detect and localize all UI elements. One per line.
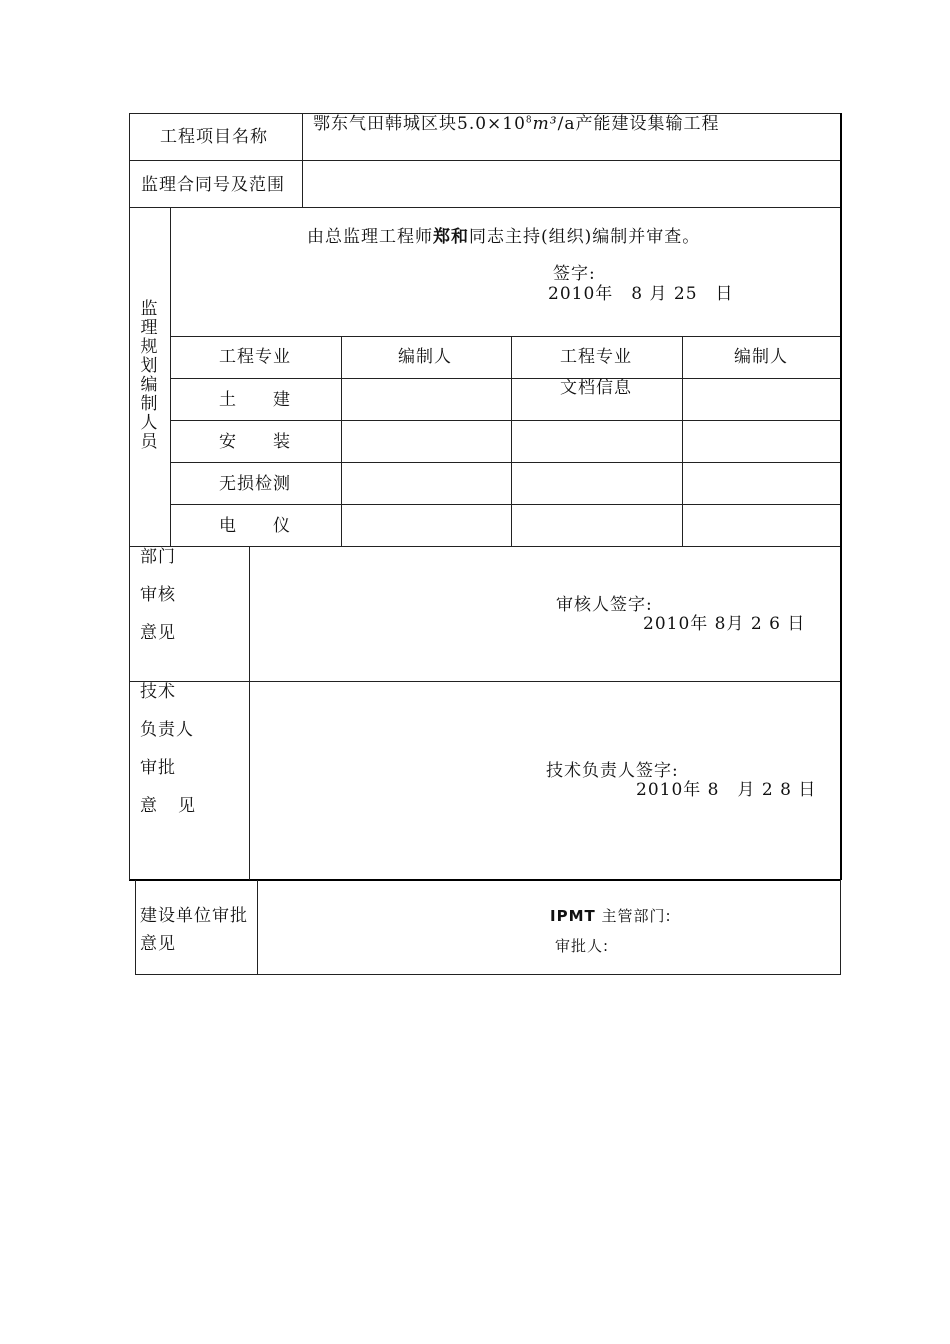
table-left-border (135, 880, 136, 975)
row-major-ndt: 无损检测 (219, 474, 291, 494)
dept-review-label-2: 审核 (140, 585, 176, 605)
row-major-civil: 土 建 (219, 390, 291, 410)
row-divider (129, 160, 841, 161)
table-right-border (840, 113, 842, 880)
planning-sign-label: 签字: (553, 264, 596, 284)
row-divider (171, 420, 841, 421)
contract-label: 监理合同号及范围 (141, 175, 285, 195)
dept-review-date: 2010年 8月 2 6 日 (643, 614, 806, 634)
row-divider (171, 462, 841, 463)
dept-review-label-1: 部门 (140, 547, 176, 567)
col-divider (257, 880, 258, 975)
dept-review-sign-label: 审核人签字: (556, 595, 653, 615)
tech-approval-label-2: 负责人 (140, 720, 194, 740)
col-divider (682, 336, 683, 546)
col-divider (249, 546, 250, 880)
row-divider (171, 336, 841, 337)
col-divider (341, 336, 342, 546)
tech-approval-label-3: 审批 (140, 758, 176, 778)
header-person-2: 编制人 (734, 347, 788, 367)
header-major-2: 工程专业 (560, 347, 632, 367)
header-person-1: 编制人 (398, 347, 452, 367)
row-major-install: 安 装 (219, 432, 291, 452)
planning-section-label: 监理规划编制人员 (140, 299, 158, 452)
owner-approval-label-2: 意见 (140, 934, 176, 954)
owner-approval-dept: IPMT 主管部门: (550, 907, 672, 925)
row-major-electrical: 电 仪 (219, 516, 291, 536)
tech-approval-label-1: 技术 (140, 682, 176, 702)
table-right-border (840, 880, 841, 975)
row-divider (129, 207, 841, 208)
planning-statement: 由总监理工程师郑和同志主持(组织)编制并审查。 (307, 227, 701, 247)
col-divider (302, 113, 303, 207)
row-divider (171, 378, 841, 379)
row-divider (171, 504, 841, 505)
tech-approval-date: 2010年 8 月 2 8 日 (636, 780, 817, 800)
table-bottom-border (129, 879, 841, 881)
planning-date: 2010年 8 月 25 日 (548, 284, 734, 304)
owner-approval-approver: 审批人: (555, 937, 610, 955)
owner-approval-label-1: 建设单位审批 (140, 906, 248, 926)
col-divider (511, 336, 512, 546)
chief-supervisor-name: 郑和 (433, 227, 469, 247)
dept-review-label-3: 意见 (140, 623, 176, 643)
header-major-1: 工程专业 (219, 347, 291, 367)
table-left-border (129, 113, 130, 880)
tech-approval-sign-label: 技术负责人签字: (546, 761, 679, 781)
tech-approval-label-4: 意 见 (140, 796, 197, 816)
project-name-label: 工程项目名称 (160, 127, 268, 147)
table-bottom-border (135, 974, 841, 975)
row-divider (129, 546, 841, 547)
row-divider (129, 681, 841, 682)
row-major-doc-info: 文档信息 (560, 378, 632, 398)
project-name-value: 鄂东气田韩城区块$5.0\times 10^8m^3/a$产能建设集输工程 (313, 114, 720, 134)
col-divider (170, 207, 171, 546)
